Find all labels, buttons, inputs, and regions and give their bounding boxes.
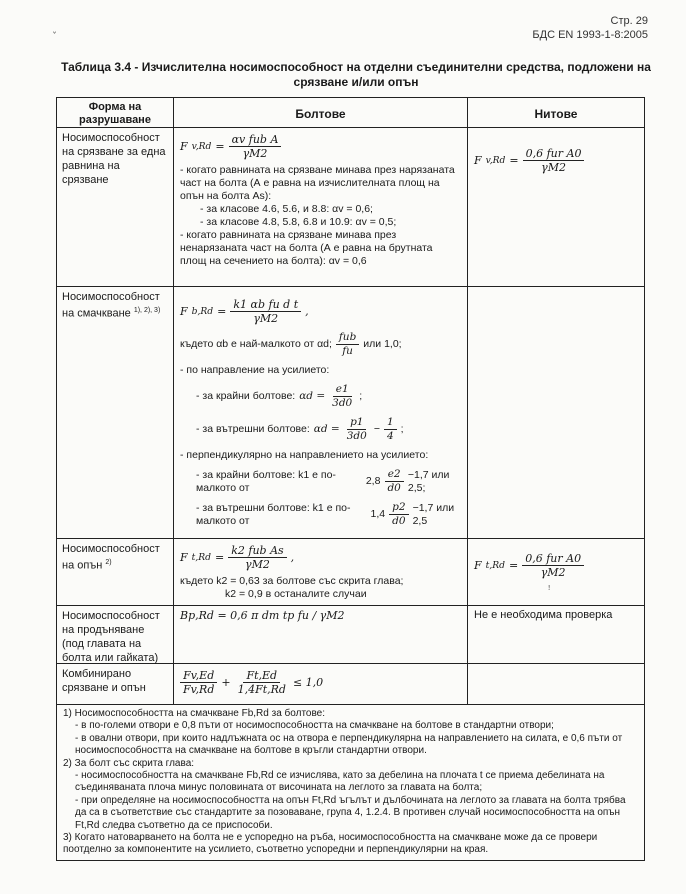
- column-header-bolts: Болтове: [174, 98, 468, 127]
- tension-bolt-formula: F t,Rd = $\frac{\text{k2 fub As}}{\gamma M2}$ ,: [180, 544, 295, 571]
- tension-bolt-tail: ,: [290, 551, 295, 564]
- tension-rivet-lhs: F: [474, 559, 482, 572]
- tension-bolt-fraction: [228, 544, 286, 571]
- bearing-perp-inner-tail: −1,7 или 2,5: [412, 501, 455, 527]
- bearing-label-sup: 1), 2), 3): [133, 307, 161, 314]
- bearing-perp-inner-label: - за вътрешни болтове: k1 е по-малкото от: [196, 501, 351, 527]
- combined-bolt-cell: [174, 664, 468, 704]
- bearing-end-lhs: αd =: [299, 390, 326, 402]
- combined-fraction-2: [235, 669, 289, 696]
- bearing-inner-fraction-2: [384, 416, 397, 443]
- bearing-label-cell: [57, 287, 174, 538]
- punch-bolt-formula: Bp,Rd = 0,6 π dm tp fu / γM2: [180, 609, 345, 622]
- shear-bolt-fraction: [229, 133, 282, 160]
- footnote-3: 3) Когато натоварването на болта не е успоредно на ръба, носимоспособността на смачкване може да се провери поотделно за компонентите на усилието, съответно успоредни и перпендикулярни на края.: [63, 832, 598, 856]
- tension-rivet-den: γM2: [540, 566, 566, 579]
- bearing-tail: ,: [305, 305, 309, 318]
- bearing-end-den: 3d0: [332, 397, 353, 409]
- bearing-where-den: fu: [342, 345, 353, 357]
- shear-note-unthreaded: - когато равнината на срязване минава през ненарязаната част на болта (А е равна на брутната площ на сечението на болта): αv = 0,6: [180, 229, 433, 267]
- column-header-failure-mode: Форма на разрушаване: [57, 98, 174, 127]
- bearing-num: k1 αb fu d t: [230, 298, 301, 312]
- shear-rivet-lhs-sub: v,Rd: [485, 155, 506, 166]
- footnote-2b: - при определяне на носимоспособността на опън Ft,Rd ъгълът и дълбочината на леглото за главата на болта трябва да са в съответствие със стандартите за позоваване, група 4, 1.2.4. В противен случай носимоспособността на опън Ft,Rd следва съответно да се приспособи.: [75, 794, 626, 831]
- shear-note-class-a: - за класове 4.6, 5.6, и 8.8: αv = 0,6;: [200, 203, 373, 215]
- bearing-end-tail: ;: [359, 390, 363, 402]
- bearing-inner-num-2: 1: [384, 416, 397, 430]
- table-header-row: [57, 98, 644, 127]
- bearing-perp-end-label: - за крайни болтове: k1 е по-малкото от: [196, 468, 336, 494]
- bearing-inner-minus: −: [373, 423, 380, 435]
- bearing-inner-label: - за вътрешни болтове:: [196, 423, 310, 435]
- tension-row: [57, 538, 644, 605]
- bearing-perp-end-coef: 2,8: [365, 475, 381, 487]
- bearing-inner-den-2: 4: [386, 430, 394, 442]
- shear-rivet-fraction: [523, 147, 585, 174]
- bearing-perp-end-den: d0: [387, 482, 401, 494]
- tension-label: Носимоспособност на опън: [62, 543, 160, 572]
- combined-num-1: Fv,Ed: [180, 669, 217, 683]
- shear-row: [57, 127, 644, 286]
- shear-bolt-lhs: F: [180, 140, 188, 153]
- shear-bolt-formula: F v,Rd = $\frac{\text{αv fub A}}{\gamma M2}$: [180, 133, 461, 160]
- footnote-1: 1) Носимоспособността на смачкване Fb,Rd за болтове:: [63, 708, 326, 719]
- shear-bolt-cell: [174, 128, 468, 286]
- tension-bolt-num: k2 fub As: [228, 544, 286, 558]
- bearing-den: γM2: [253, 312, 279, 325]
- tension-rivet-cell: [468, 539, 644, 605]
- bearing-perp-end-tail: −1,7 или 2,5;: [407, 468, 450, 494]
- bearing-inner-num: p1: [347, 416, 366, 430]
- tension-rivet-fraction: [522, 552, 584, 579]
- tension-label-cell: [57, 539, 174, 605]
- bearing-where-a: където αb е най-малкото от αd;: [180, 338, 332, 350]
- shear-bolt-num: αv fub A: [229, 133, 282, 147]
- bearing-end-line: [180, 383, 461, 410]
- shear-bolt-den: γM2: [242, 147, 268, 160]
- tension-rivet-num: 0,6 fur A0: [522, 552, 584, 566]
- bearing-lhs: F: [180, 305, 188, 318]
- bearing-perp-inner-line: [180, 501, 461, 528]
- bearing-perp-inner-den: d0: [392, 515, 406, 527]
- combined-rivet-cell: [468, 664, 644, 704]
- punch-row: [57, 605, 644, 663]
- bearing-inner-fraction: [344, 416, 370, 443]
- scan-mark: ˇ: [52, 32, 57, 43]
- bearing-dir-load: - по направление на усилието:: [180, 364, 330, 376]
- shear-bolt-lhs-sub: v,Rd: [191, 141, 212, 152]
- shear-note-threaded: - когато равнината на срязване минава през нарязаната част на болта (А е равна на изчислителната площ на опън на болта As):: [180, 164, 455, 202]
- bearing-lhs-sub: b,Rd: [191, 306, 214, 317]
- bearing-perp-end-fraction: [384, 468, 403, 495]
- tension-where-1: където k2 = 0,63 за болтове със скрита глава;: [180, 575, 404, 587]
- footnote-1a: - в по-големи отвори е 0,8 пъти от носимоспособността на смачкване на болтове в стандартни отвори;: [75, 720, 554, 732]
- punch-bolt-cell: [174, 606, 468, 663]
- combined-plus: +: [221, 676, 231, 689]
- column-header-rivets: Нитове: [534, 107, 578, 121]
- bearing-end-num: e1: [333, 383, 352, 397]
- bearing-perp-inner-fraction: [389, 501, 408, 528]
- bearing-bolt-cell: [174, 287, 468, 538]
- footnote-2a: - носимоспособността на смачкване Fb,Rd се изчислява, като за дебелина на плочата t се приема дебелината на съединяваната плоча минус половината от височината на леглото за главата на болта;: [75, 770, 605, 794]
- combined-den-2: 1,4Ft,Rd: [237, 683, 286, 696]
- bearing-where-line: [180, 331, 461, 358]
- scan-mark-2: ꜝ: [548, 586, 551, 596]
- combined-tail: ≤ 1,0: [292, 676, 324, 689]
- shear-rivet-den: γM2: [541, 161, 566, 174]
- bearing-fraction: [230, 298, 301, 325]
- tension-bolt-den: γM2: [245, 558, 270, 571]
- tension-rivet-lhs-sub: t,Rd: [485, 560, 505, 571]
- bearing-where-b: или 1,0;: [363, 338, 402, 350]
- bearing-perp: - перпендикулярно на направлението на усилието:: [180, 449, 429, 461]
- combined-den-1: Fv,Rd: [183, 683, 215, 696]
- shear-rivet-lhs: F: [474, 154, 482, 167]
- punch-label: Носимоспособност на продъняване (под главата на болта или гайката): [57, 606, 174, 663]
- bearing-inner-line: [180, 416, 461, 443]
- bearing-inner-tail: ;: [400, 423, 404, 435]
- bearing-inner-den: 3d0: [346, 430, 367, 442]
- table-footnotes: [57, 704, 644, 860]
- bearing-formula: F b,Rd = $\frac{\text{k1 αb fu d t}}{\gamma M2}$ ,: [180, 298, 309, 325]
- combined-num-2: Ft,Ed: [243, 669, 280, 683]
- tension-where-2: k2 = 0,9 в останалите случаи: [225, 588, 367, 600]
- bearing-perp-end-line: [180, 468, 461, 495]
- bearing-rivet-cell: [468, 287, 644, 538]
- page-number: Стр. 29: [610, 15, 648, 27]
- tension-bolt-cell: [174, 539, 468, 605]
- footnote-2: 2) За болт със скрита глава:: [63, 757, 195, 769]
- tension-bolt-lhs-sub: t,Rd: [191, 552, 211, 563]
- shear-rivet-num: 0,6 fur A0: [523, 147, 585, 161]
- shear-label: Носимоспособност на срязване за една равнина на срязване: [57, 128, 174, 286]
- bearing-inner-lhs: αd =: [313, 423, 340, 435]
- punch-rivet-text: Не е необходима проверка: [474, 609, 613, 621]
- combined-formula: [180, 669, 461, 696]
- resistance-table: [56, 97, 645, 861]
- footnote-1b: - в овални отвори, при които надлъжната ос на отвора е перпендикулярна на направлението на силата, е 0,6 пъти от носимоспособността на смачкване на болтове в кръгли стандартни отвори.: [75, 732, 623, 757]
- standard-code: БДС EN 1993-1-8:2005: [532, 29, 648, 41]
- tension-rivet-formula: F t,Rd = $\frac{\text{0,6 fur A0}}{\gamma M2}$: [474, 552, 638, 579]
- combined-label: Комбинирано срязване и опън: [57, 664, 174, 704]
- bearing-perp-inner-coef: 1,4: [370, 508, 386, 520]
- shear-rivet-cell: [468, 128, 644, 286]
- table-title: Таблица 3.4 - Изчислителна носимоспособност на отделни съединителни средства, подложени на срязване и/или опън: [61, 60, 651, 89]
- punch-rivet-cell: [468, 606, 644, 663]
- bearing-perp-inner-num: p2: [389, 501, 408, 515]
- tension-label-sup: 2): [105, 559, 112, 566]
- tension-bolt-lhs: F: [180, 551, 188, 564]
- page-header: [532, 14, 648, 42]
- bearing-where-num: fub: [336, 331, 359, 345]
- shear-rivet-formula: F v,Rd = $\frac{\text{0,6 fur A0}}{\gamma M2}$: [474, 147, 638, 174]
- bearing-end-fraction: [329, 383, 355, 410]
- combined-row: [57, 663, 644, 704]
- bearing-where-fraction: [336, 331, 359, 358]
- bearing-row: [57, 286, 644, 538]
- bearing-end-label: - за крайни болтове:: [196, 390, 296, 402]
- bearing-label: Носимоспособност на смачкване: [62, 291, 160, 320]
- bearing-perp-end-num: e2: [385, 468, 404, 482]
- shear-note-class-b: - за класове 4.8, 5.8, 6.8 и 10.9: αv = 0,5;: [200, 216, 397, 228]
- combined-fraction-1: [180, 669, 217, 696]
